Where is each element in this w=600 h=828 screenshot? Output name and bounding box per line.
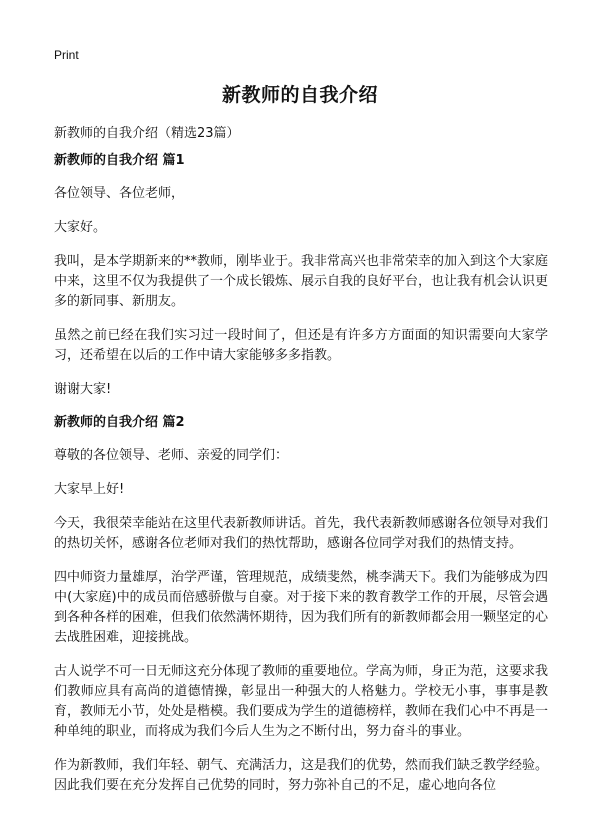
section-heading: 新教师的自我介绍 篇2	[54, 415, 185, 430]
paragraph: 各位领导、各位老师，	[54, 186, 185, 201]
paragraph: 今天，我很荣幸能站在这里代表新教师讲话。首先，我代表新教师感谢各位领导对我们的热切关怀，感谢各位老师对我们的热忱帮助，感谢各位同学对我们的热情支持。	[54, 516, 549, 551]
document-subtitle: 新教师的自我介绍（精选23篇）	[54, 126, 240, 141]
paragraph: 我叫，是本学期新来的**教师，刚毕业于。我非常高兴也非常荣幸的加入到这个大家庭中来，这里不仅为我提供了一个成长锻炼、展示自我的良好平台，也让我有机会认识更多的新同事、新朋友。	[54, 254, 549, 309]
paragraph: 古人说学不可一日无师这充分体现了教师的重要地位。学高为师，身正为范，这要求我们教师应具有高尚的道德情操，彰显出一种强大的人格魅力。学校无小事，事事是教育，教师无小节，处处是楷模。我们要成为学生的道德榜样，教师在我们心中不再是一种单纯的职业，而将成为我们今后人生为之不断付出，努力奋斗的事业。	[54, 664, 549, 739]
paragraph: 大家早上好!	[54, 482, 125, 497]
paragraph: 大家好。	[54, 220, 107, 235]
document-title: 新教师的自我介绍	[221, 84, 378, 106]
section-heading: 新教师的自我介绍 篇1	[54, 153, 185, 168]
print-link[interactable]: Print	[54, 48, 79, 62]
paragraph: 虽然之前已经在我们实习过一段时间了，但还是有许多方方面面的知识需要向大家学习，还希望在以后的工作中请大家能够多多指教。	[54, 328, 548, 363]
paragraph: 尊敬的各位领导、老师、亲爱的同学们：	[54, 448, 289, 463]
paragraph: 作为新教师，我们年轻、朝气、充满活力，这是我们的优势，然而我们缺乏教学经验。因此我们要在充分发挥自己优势的同时，努力弥补自己的不足，虚心地向各位	[54, 758, 549, 793]
paragraph: 谢谢大家!	[54, 382, 112, 397]
document-body	[54, 152, 548, 810]
paragraph: 四中师资力量雄厚，治学严谨，管理规范，成绩斐然，桃李满天下。我们为能够成为四中(大家庭)中的成员而倍感骄傲与自豪。对于接下来的教育教学工作的开展，尽管会遇到各种各样的困难，但我们依然满怀期待，因为我们所有的新教师都会用一颗坚定的心去战胜困难，迎接挑战。	[54, 570, 549, 645]
